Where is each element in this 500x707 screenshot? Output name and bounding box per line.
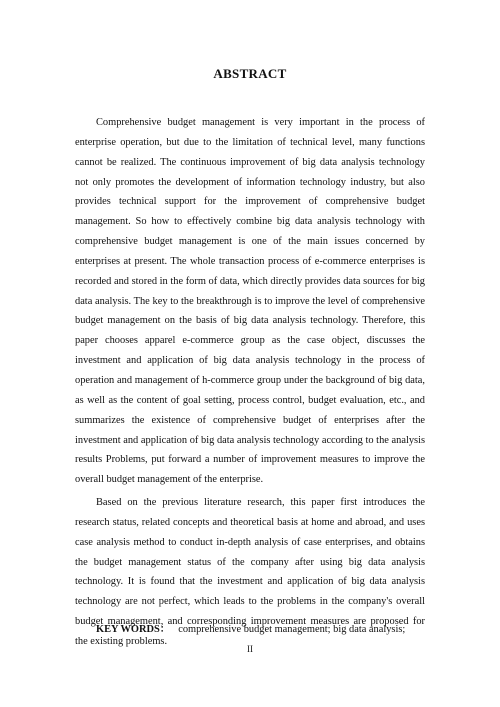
abstract-title: ABSTRACT [213,66,287,81]
abstract-paragraph-1: Comprehensive budget management is very important in the process of enterprise operation, but due to the limitation of technical level, many functions cannot be realized. The continuous improvement of big data analysis technology not only promotes the development of information technology industry, but also provides technical support for the improvement of comprehensive budget management. So how to effectively combine big data analysis technology with comprehensive budget management is one of the main issues concerned by enterprises at present. The whole transaction process of e-commerce enterprises is recorded and stored in the form of data, which directly provides data sources for big data analysis. The key to the breakthrough is to improve the level of comprehensive budget management on the basis of big data analysis technology. Therefore, this paper chooses apparel e-commerce group as the case object, discusses the investment and application of big data analysis technology in the process of operation and management of h-commerce group under the background of big data, as well as the content of goal setting, process control, budget evaluation, etc., and summarizes the existence of comprehensive budget of enterprises after the investment and application of big data analysis technology according to the analysis results Problems, put forward a number of improvement measures to improve the overall budget management of the enterprise. [75,117,425,486]
abstract-body [75,113,425,652]
abstract-paragraph-2: Based on the previous literature research, this paper first introduces the research status, related concepts and theoretical basis at home and abroad, and uses case analysis method to conduct in-depth analysis of case enterprises, and obtains the budget management status of the company after using big data analysis technology. It is found that the investment and application of big data analysis technology are not perfect, which leads to the problems in the company's overall budget management, and corresponding improvement measures are proposed for the existing problems. [75,497,425,647]
page-number: II [247,644,253,654]
keywords-text: comprehensive budget management; big data analysis; [178,624,406,635]
keywords-line [96,622,425,638]
keywords-label: KEY WORDS： [96,624,171,635]
